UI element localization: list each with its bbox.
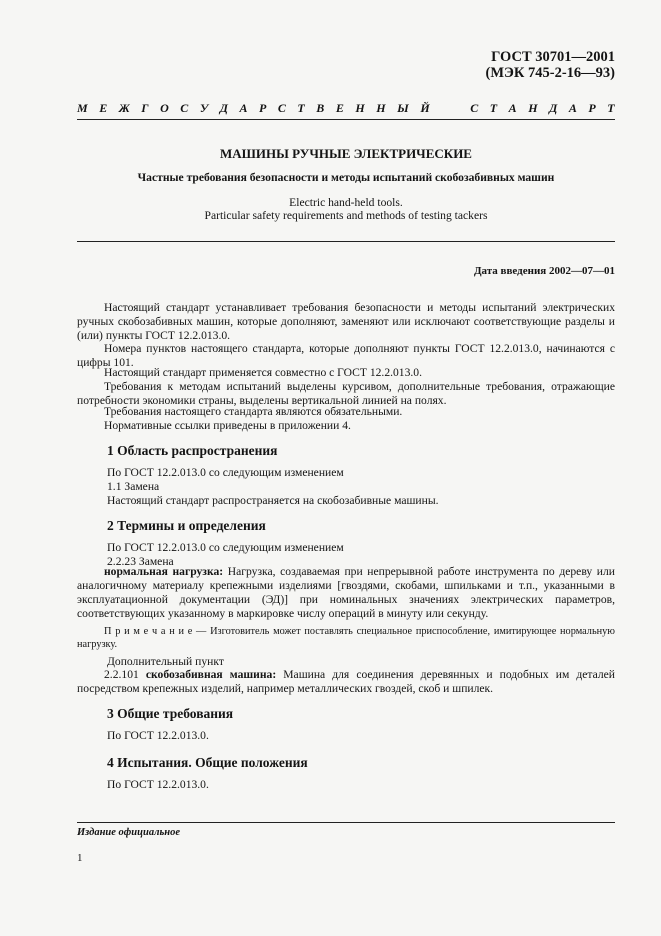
banner-letter: Н bbox=[376, 101, 386, 115]
section-4-heading: 4 Испытания. Общие положения bbox=[107, 755, 308, 770]
title-rule bbox=[77, 241, 615, 242]
intro-paragraph: Номера пунктов настоящего стандарта, которые дополняют пункты ГОСТ 12.2.013.0, начинаются с цифры 101. bbox=[77, 342, 615, 369]
section-1-heading: 1 Область распространения bbox=[107, 443, 278, 458]
section-2-heading: 2 Термины и определения bbox=[107, 518, 266, 533]
banner-letter: Е bbox=[99, 101, 108, 115]
banner-letter: Г bbox=[141, 101, 149, 115]
footer-rule bbox=[77, 822, 615, 823]
banner-letter: Т bbox=[607, 101, 615, 115]
section-1-text: По ГОСТ 12.2.013.0 со следующим изменением bbox=[107, 466, 344, 479]
banner-letter: У bbox=[199, 101, 209, 115]
banner-letter bbox=[456, 101, 459, 116]
banner-letter bbox=[441, 101, 444, 116]
banner-letter: Ж bbox=[118, 101, 130, 115]
clause-number: 2.2.101 bbox=[104, 668, 139, 681]
banner-letter: С bbox=[180, 101, 189, 115]
note-label: П р и м е ч а н и е bbox=[104, 626, 193, 637]
banner-letter: Т bbox=[489, 101, 498, 115]
banner-letter: А bbox=[568, 101, 577, 115]
definition: Машина для соединения деревянных и подобных им деталей посредством крепежных изделий, например металлических гвоздей, скоб и шпилек. bbox=[77, 668, 615, 695]
banner-letter: Н bbox=[528, 101, 538, 115]
intro-paragraph: Нормативные ссылки приведены в приложении 4. bbox=[104, 419, 351, 432]
banner-letter: Д bbox=[549, 101, 558, 115]
english-title-line1: Electric hand-held tools. bbox=[289, 196, 403, 209]
section-4-text: По ГОСТ 12.2.013.0. bbox=[107, 778, 209, 791]
official-edition: Издание официальное bbox=[77, 827, 181, 838]
banner-letter: А bbox=[239, 101, 248, 115]
banner-letter: А bbox=[508, 101, 517, 115]
section-2-text: По ГОСТ 12.2.013.0 со следующим изменением bbox=[107, 541, 344, 554]
section-1-text: 1.1 Замена bbox=[107, 480, 160, 493]
banner-letter: Р bbox=[588, 101, 596, 115]
note-text: — Изготовитель может поставлять специальное приспособление, имитирующее нормальную нагрузку. bbox=[77, 626, 615, 651]
document-title: МАШИНЫ РУЧНЫЕ ЭЛЕКТРИЧЕСКИЕ bbox=[220, 146, 472, 161]
standard-code: ГОСТ 30701—2001 bbox=[491, 49, 615, 65]
term: скобозабивная машина: bbox=[145, 668, 277, 681]
term: нормальная нагрузка: bbox=[104, 565, 224, 578]
term-definition bbox=[77, 668, 615, 696]
section-3-heading: 3 Общие требования bbox=[107, 706, 234, 721]
intro-paragraph: Требования к методам испытаний выделены курсивом, дополнительные требования, отражающие потребности экономики страны, выделены вертикальной линией на полях. bbox=[77, 380, 615, 407]
english-title-line2: Particular safety requirements and methods of testing tackers bbox=[204, 209, 488, 222]
intro-paragraph: Настоящий стандарт устанавливает требования безопасности и методы испытаний электрических ручных скобозабивных машин, которые дополняют, заменяют или исключают соответствующие разделы и (или) пункты ГОСТ 12.2.013.0. bbox=[77, 301, 615, 342]
section-2-text: 2.2.23 Замена bbox=[107, 555, 174, 568]
intro-paragraph: Настоящий стандарт применяется совместно с ГОСТ 12.2.013.0. bbox=[104, 366, 422, 379]
banner-letter: С bbox=[470, 101, 479, 115]
intro-paragraph: Требования настоящего стандарта являются обязательными. bbox=[104, 405, 403, 418]
note bbox=[77, 625, 615, 651]
banner-letter: Ы bbox=[397, 101, 409, 115]
header-rule bbox=[77, 119, 615, 120]
banner-letter: Р bbox=[259, 101, 267, 115]
banner-letter: Т bbox=[297, 101, 305, 115]
banner-letter: Н bbox=[355, 101, 365, 115]
standard-code-iec: (МЭК 745-2-16—93) bbox=[485, 65, 615, 81]
section-2-text: Дополнительный пункт bbox=[107, 655, 224, 668]
banner-letter: М bbox=[77, 101, 88, 115]
section-3-text: По ГОСТ 12.2.013.0. bbox=[107, 729, 209, 742]
page-number: 1 bbox=[77, 852, 83, 864]
banner-letter: В bbox=[316, 101, 325, 115]
banner-letter: Е bbox=[335, 101, 344, 115]
term-definition bbox=[77, 565, 615, 621]
document-subtitle: Частные требования безопасности и методы испытаний скобозабивных машин bbox=[137, 171, 555, 184]
section-1-text: Настоящий стандарт распространяется на скобозабивные машины. bbox=[107, 494, 439, 507]
banner-letter: С bbox=[277, 101, 286, 115]
banner-letter: Й bbox=[420, 101, 430, 115]
introduction-date: Дата введения 2002—07—01 bbox=[473, 265, 615, 277]
definition: Нагрузка, создаваемая при непрерывной работе инструмента по дереву или аналогичному материалу крепежными изделиями [гвоздями, скобами, шпильками и т.п., указанными в эксплуатационной документации (ЭД)] при номинальных значениях электрических параметров, соответствующих указанному в маркировке числу операций в минуту или секунду. bbox=[77, 565, 615, 620]
banner-letter: Д bbox=[219, 101, 228, 115]
banner-letter: О bbox=[160, 101, 169, 115]
interstate-standard-banner bbox=[77, 101, 615, 116]
